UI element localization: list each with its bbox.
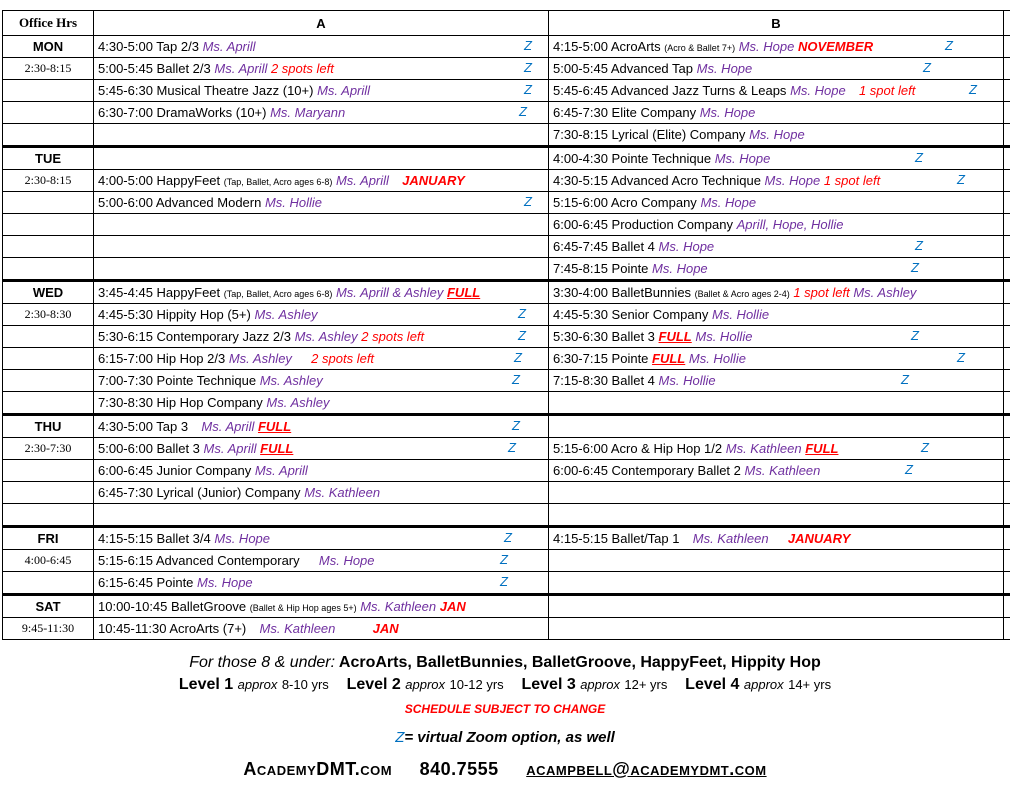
class-cell: 4:30-5:15 Advanced Acro Technique Ms. Hope 1 spot left Z [549,170,1004,192]
zoom-icon: Z [957,350,965,365]
zoom-icon: Z [514,350,522,365]
thu-row-4 [3,482,1010,504]
tue-row-4 [3,214,1010,236]
wed-row-1 [3,281,1010,304]
tue-row-1 [3,147,1010,170]
class-cell: 5:00-5:45 Advanced Tap Ms. Hope Z [549,58,1004,80]
day-label: WED [3,281,94,304]
tue-row-6 [3,258,1010,281]
zoom-icon: Z [524,82,532,97]
class-cell: 7:15-8:30 Ballet 4 Ms. Hollie Z [549,370,1004,392]
class-cell: 6:45-7:45 Ballet 4 Ms. Hope Z [549,236,1004,258]
class-cell: 5:45-6:45 Advanced Jazz Turns & Leaps Ms. Hope 1 spot left Z [549,80,1004,102]
zoom-icon: Z [518,328,526,343]
zoom-icon: Z [911,328,919,343]
class-cell: 6:30-7:15 Pointe FULL Ms. Hollie Z [549,348,1004,370]
class-cell: 7:45-8:15 Pointe Ms. Hope Z [549,258,1004,281]
zoom-legend: Z= virtual Zoom option, as well [395,729,615,746]
fri-row-2 [3,550,1010,572]
day-hours: 2:30-8:15 [3,170,94,192]
zoom-icon: Z [524,60,532,75]
zoom-icon: Z [500,552,508,567]
fri-row-3 [3,572,1010,595]
phone-number: 840.7555 [419,759,499,779]
schedule-notice: SCHEDULE SUBJECT TO CHANGE [404,702,606,716]
class-cell: 4:30-5:00 Tap 3 Ms. Aprill FULL Z [94,415,549,438]
tue-row-2 [3,170,1010,192]
class-cell: 6:45-7:30 Lyrical (Junior) Company Ms. Kathleen [94,482,549,504]
wed-row-6 [3,392,1010,415]
schedule-table [2,10,1010,640]
day-label: SAT [3,595,94,618]
zoom-icon: Z [518,306,526,321]
zoom-icon: Z [957,172,965,187]
zoom-icon: Z [519,104,527,119]
thu-row-2 [3,438,1010,460]
class-cell: 5:00-5:45 Ballet 2/3 Ms. Aprill 2 spots left Z [94,58,549,80]
class-cell: 4:00-5:00 HappyFeet (Tap, Ballet, Acro ages 6-8) Ms. Aprill JANUARY [94,170,549,192]
class-cell: 4:45-5:30 Senior Company Ms. Hollie [549,304,1004,326]
class-cell: 5:30-6:30 Ballet 3 FULL Ms. Hollie Z [549,326,1004,348]
class-cell: 4:15-5:15 Ballet 3/4 Ms. Hope Z [94,527,549,550]
class-cell: 3:30-4:00 BalletBunnies (Ballet & Acro ages 2-4) 1 spot left Ms. Ashley [549,281,1004,304]
class-cell: 5:30-6:15 Contemporary Jazz 2/3 Ms. Ashley 2 spots left Z [94,326,549,348]
class-cell: 4:15-5:00 AcroArts (Acro & Ballet 7+) Ms. Hope NOVEMBER Z [549,36,1004,58]
zoom-icon: Z [508,440,516,455]
day-label: FRI [3,527,94,550]
zoom-icon: Z [524,194,532,209]
class-cell: 6:00-6:45 Junior Company Ms. Aprill [94,460,549,482]
class-cell: 10:45-11:30 AcroArts (7+) Ms. Kathleen JAN [94,618,549,640]
day-label: TUE [3,147,94,170]
tue-row-3 [3,192,1010,214]
day-hours: 2:30-8:30 [3,304,94,326]
class-cell: 3:45-4:45 HappyFeet (Tap, Ballet, Acro ages 6-8) Ms. Aprill & Ashley FULL [94,281,549,304]
wed-row-2 [3,304,1010,326]
day-hours: 9:45-11:30 [3,618,94,640]
class-cell: 4:00-4:30 Pointe Technique Ms. Hope Z [549,147,1004,170]
class-cell: 5:15-6:15 Advanced Contemporary Ms. Hope Z [94,550,549,572]
class-cell: 10:00-10:45 BalletGroove (Ballet & Hip Hop ages 5+) Ms. Kathleen JAN [94,595,549,618]
zoom-icon: Z [512,418,520,433]
zoom-icon: Z [504,530,512,545]
day-label: THU [3,415,94,438]
zoom-icon: Z [945,38,953,53]
contact-line [0,759,1010,780]
class-cell: 5:00-6:00 Advanced Modern Ms. Hollie Z [94,192,549,214]
class-cell: 5:15-6:00 Acro Company Ms. Hope [549,192,1004,214]
level-legend: Level 1 approx 8-10 yrs Level 2 approx 10-12 yrs Level 3 approx 12+ yrs Level 4 approx 14+ yrs [178,676,832,693]
mon-row-1 [3,36,1010,58]
zoom-icon: Z [915,150,923,165]
wed-row-4 [3,348,1010,370]
class-cell: 5:00-6:00 Ballet 3 Ms. Aprill FULL Z [94,438,549,460]
sat-row-1 [3,595,1010,618]
day-hours: 2:30-7:30 [3,438,94,460]
class-cell: 6:00-6:45 Contemporary Ballet 2 Ms. Kathleen Z [549,460,1004,482]
class-cell: 4:45-5:30 Hippity Hop (5+) Ms. Ashley Z [94,304,549,326]
fri-row-1 [3,527,1010,550]
zoom-icon: Z [969,82,977,97]
column-a-header: A [94,11,549,36]
thu-row-3 [3,460,1010,482]
class-cell: 6:00-6:45 Production Company Aprill, Hope, Hollie [549,214,1004,236]
day-hours: 4:00-6:45 [3,550,94,572]
wed-row-3 [3,326,1010,348]
zoom-icon: Z [911,260,919,275]
column-b-header: B [549,11,1004,36]
wed-row-5 [3,370,1010,392]
zoom-icon: Z [921,440,929,455]
mon-row-3 [3,80,1010,102]
class-cell: 6:30-7:00 DramaWorks (10+) Ms. Maryann Z [94,102,549,124]
zoom-icon: Z [500,574,508,589]
zoom-icon: Z [395,729,405,746]
website-link[interactable]: AcademyDMT.com [243,759,393,779]
tue-row-5 [3,236,1010,258]
thu-row-5 [3,504,1010,527]
class-cell: 4:15-5:15 Ballet/Tap 1 Ms. Kathleen JANUARY [549,527,1004,550]
class-cell: 7:30-8:30 Hip Hop Company Ms. Ashley [94,392,549,415]
zoom-icon: Z [915,238,923,253]
email-link[interactable]: acampbell@academydmt.com [526,759,767,779]
zoom-icon: Z [923,60,931,75]
zoom-icon: Z [524,38,532,53]
header-row [3,11,1010,36]
mon-row-4 [3,102,1010,124]
zoom-icon: Z [905,462,913,477]
class-cell: 4:30-5:00 Tap 2/3 Ms. Aprill Z [94,36,549,58]
thu-row-1 [3,415,1010,438]
class-cell: 6:15-6:45 Pointe Ms. Hope Z [94,572,549,595]
class-cell: 5:45-6:30 Musical Theatre Jazz (10+) Ms. Aprill Z [94,80,549,102]
mon-row-5 [3,124,1010,147]
age-note: For those 8 & under: AcroArts, BalletBunnies, BalletGroove, HappyFeet, Hippity Hop [189,654,821,671]
class-cell: 6:15-7:00 Hip Hop 2/3 Ms. Ashley 2 spots left Z [94,348,549,370]
day-label: MON [3,36,94,58]
sat-row-2 [3,618,1010,640]
class-cell: 6:45-7:30 Elite Company Ms. Hope [549,102,1004,124]
office-hours-header: Office Hrs [3,11,94,36]
class-cell: 7:00-7:30 Pointe Technique Ms. Ashley Z [94,370,549,392]
zoom-icon: Z [901,372,909,387]
zoom-icon: Z [512,372,520,387]
class-cell: 7:30-8:15 Lyrical (Elite) Company Ms. Hope [549,124,1004,147]
mon-row-2 [3,58,1010,80]
class-cell: 5:15-6:00 Acro & Hip Hop 1/2 Ms. Kathleen FULL Z [549,438,1004,460]
day-hours: 2:30-8:15 [3,58,94,80]
